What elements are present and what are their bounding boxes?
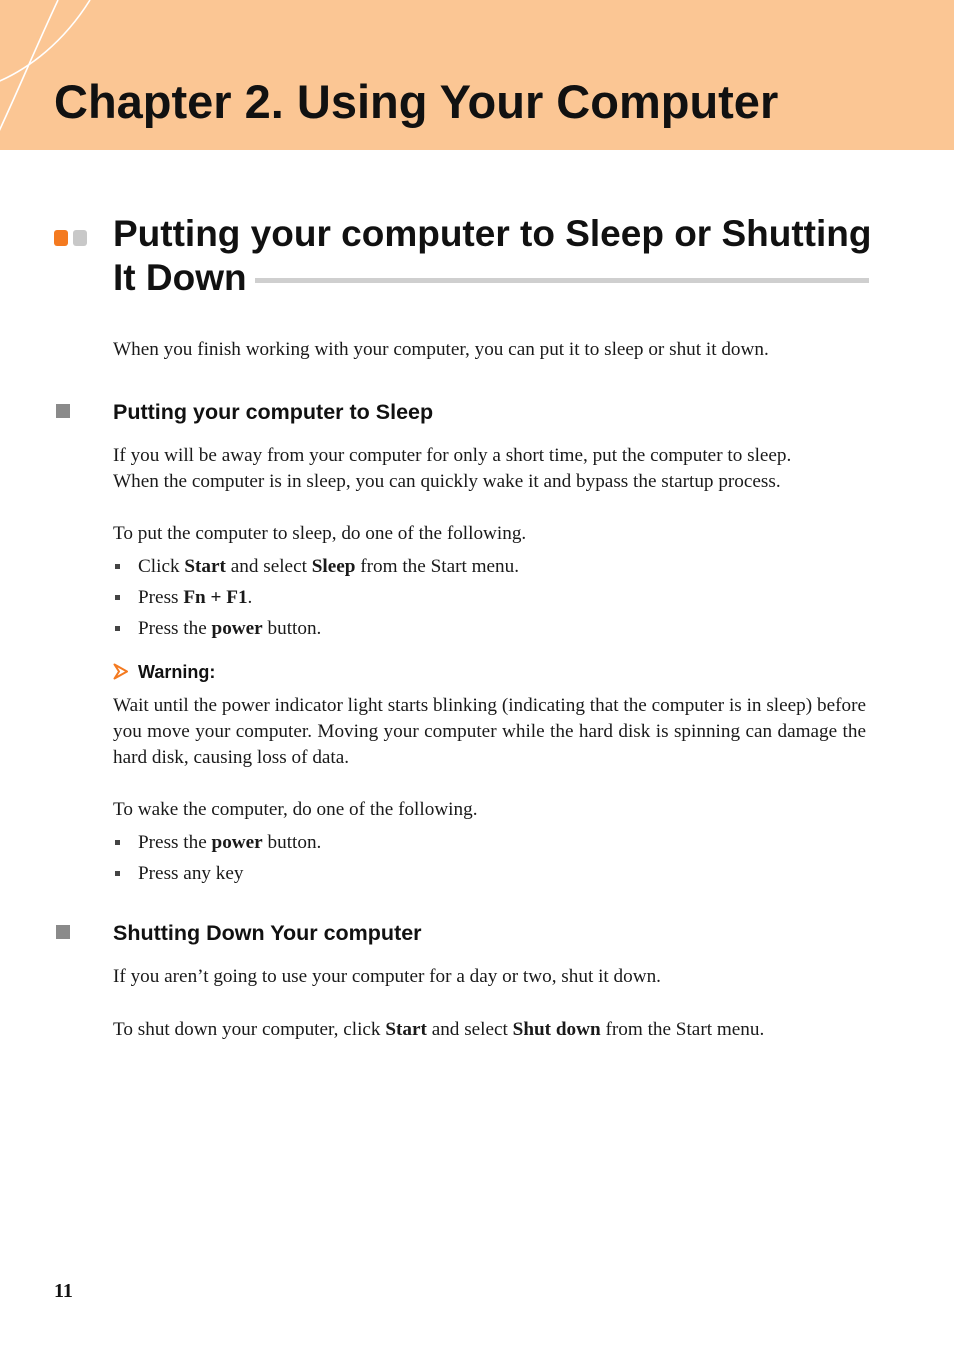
- arrow-right-icon: [113, 663, 129, 680]
- subsection-square-icon: [56, 925, 70, 939]
- section-bullet-icon: [54, 230, 88, 246]
- list-item: Press Fn + F1.: [113, 585, 519, 616]
- warning-text: Wait until the power indicator light starts blinking (indicating that the computer is in sleep) before you move your computer. Moving your computer while the hard disk is spinning can damage the hard disk, causing loss of data.: [113, 695, 866, 768]
- subsection-heading-sleep: Putting your computer to Sleep: [113, 400, 434, 424]
- bullet-square-icon: [115, 595, 120, 600]
- list-item: Click Start and select Sleep from the Start menu.: [113, 554, 519, 585]
- wake-methods-list: [113, 830, 321, 892]
- section-title: Putting your computer to Sleep or Shutting It Down: [113, 213, 872, 298]
- bullet-square-icon: [115, 840, 120, 845]
- subsection-square-icon: [56, 404, 70, 418]
- page-number: 11: [54, 1280, 73, 1302]
- chapter-banner: [0, 0, 954, 150]
- warning-label: Warning:: [138, 662, 216, 682]
- bullet-square-icon: [115, 626, 120, 631]
- bullet-square-icon: [115, 871, 120, 876]
- chapter-title: Chapter 2. Using Your Computer: [54, 75, 779, 128]
- sleep-methods-list: [113, 554, 519, 647]
- section-title-rule: [255, 278, 869, 283]
- wake-list-intro: To wake the computer, do one of the following.: [113, 799, 478, 820]
- shutdown-paragraph: If you aren’t going to use your computer for a day or two, shut it down.: [113, 966, 661, 987]
- list-item: Press the power button.: [113, 830, 321, 861]
- sleep-list-intro: To put the computer to sleep, do one of the following.: [113, 523, 527, 544]
- list-item: Press the power button.: [113, 616, 519, 647]
- shutdown-instructions: To shut down your computer, click Start and select Shut down from the Start menu.: [113, 1019, 765, 1040]
- list-item: Press any key: [113, 861, 321, 892]
- section-intro: When you finish working with your computer, you can put it to sleep or shut it down.: [113, 339, 769, 360]
- bullet-square-icon: [115, 564, 120, 569]
- sleep-paragraph: If you will be away from your computer for only a short time, put the computer to sleep. When the computer is in sleep, you can quickly wake it and bypass the startup process.: [113, 445, 792, 492]
- subsection-heading-shutdown: Shutting Down Your computer: [113, 921, 422, 945]
